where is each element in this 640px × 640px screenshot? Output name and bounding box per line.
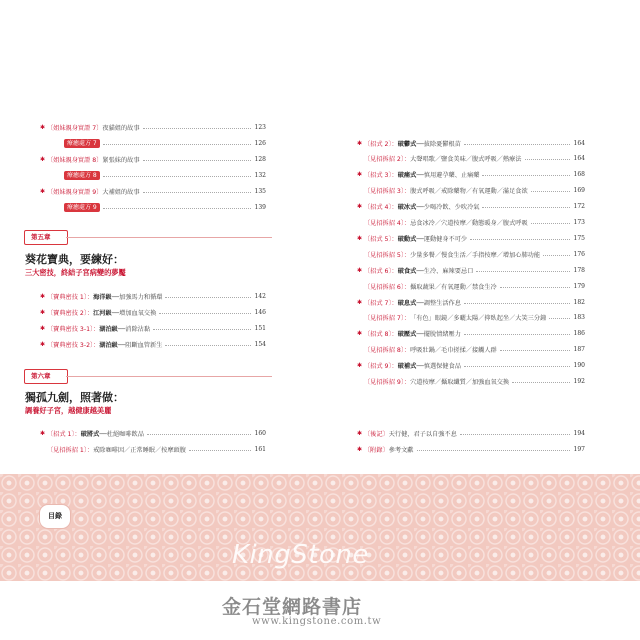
entry-tag: 〔見招拆招 7〕： — [364, 315, 411, 323]
entry-text: ──慎選保健食品 — [416, 363, 461, 371]
entry-tag: 〔寶典密技 3-1〕： — [47, 325, 100, 333]
toc-entry — [364, 313, 585, 323]
entry-text: 少量多餐／慢食生活／手指按摩／增加心肺功能 — [410, 251, 541, 259]
entry-text: ──擺脫情緒壓力 — [416, 331, 461, 339]
page-number: 164 — [573, 139, 585, 147]
toc-entry — [357, 361, 585, 371]
page-number: 126 — [254, 139, 266, 147]
page-number: 182 — [573, 298, 585, 306]
entry-text: ──生冷、麻辣要忌口 — [416, 267, 474, 275]
leader-dots — [417, 450, 571, 451]
star-icon: ✱ — [40, 155, 46, 163]
chapter-tag: 第五章 — [24, 230, 68, 245]
star-icon: ✱ — [357, 429, 363, 437]
entry-bold: 破壓式 — [397, 331, 417, 339]
entry-bold: 破鬱式 — [397, 140, 417, 148]
entry-text: ──少喝冷飲、少吹冷氣 — [416, 204, 480, 212]
toc-entry — [40, 291, 266, 301]
entry-tag: 〔招式 3〕： — [364, 172, 398, 180]
entry-bold: 破食式 — [397, 267, 417, 275]
watermark-site-name: 金石堂網路書店 — [222, 596, 363, 618]
leader-dots — [147, 434, 251, 435]
entry-text: 忌食冰冷／穴道按摩／動態暖身／腹式呼吸 — [410, 220, 528, 227]
star-icon: ✱ — [40, 340, 46, 348]
entry-text: ──加強馬力和循環 — [111, 293, 163, 301]
leader-dots — [103, 176, 251, 177]
page-number: 197 — [573, 445, 585, 453]
star-icon: ✱ — [357, 266, 363, 274]
leader-dots — [460, 434, 570, 435]
toc-entry — [364, 281, 585, 291]
entry-tag: 〔後記〕 — [364, 430, 389, 438]
leader-dots — [464, 334, 570, 335]
page-number: 194 — [573, 429, 585, 437]
entry-tag: 〔寶典密技 1〕： — [47, 293, 94, 301]
toc-entry — [40, 154, 266, 164]
entry-bold: 破冰式 — [397, 204, 417, 212]
entry-bold: 破補式 — [397, 363, 417, 371]
toc-entry — [357, 202, 585, 212]
entry-text: 天行健，君子以自強不息 — [388, 430, 457, 438]
toc-entry — [40, 323, 266, 333]
entry-tag: 〔見招拆招 9〕： — [364, 379, 411, 386]
toc-entry — [40, 428, 266, 438]
entry-tag: 〔姐妹親身實證 9〕 — [47, 188, 103, 196]
toc-entry — [357, 233, 585, 243]
star-icon: ✱ — [40, 308, 46, 316]
watermark-url: www.kingstone.com.tw — [252, 616, 382, 627]
page-number: 146 — [254, 308, 266, 316]
toc-entry — [357, 329, 585, 339]
entry-bold: 湖泊級 — [99, 325, 118, 333]
entry-text: 大聲唱歌／鹽食美味／腹式呼吸／熱療法 — [410, 156, 522, 164]
toc-entry — [40, 186, 266, 196]
leader-dots — [153, 329, 251, 330]
toc-entry — [357, 138, 585, 148]
leader-dots — [165, 345, 251, 346]
entry-text: 緊張妹的故事 — [102, 156, 140, 164]
entry-tag: 〔見招拆招 6〕： — [364, 283, 411, 291]
entry-text: ──調整生活作息 — [416, 299, 461, 307]
entry-tag: 〔寶典密技 3-2〕： — [47, 341, 100, 349]
page-number: 187 — [573, 346, 585, 354]
entry-tag: 〔附錄〕 — [364, 446, 389, 454]
entry-tag: 〔招式 2〕： — [364, 140, 398, 148]
leader-dots — [543, 255, 570, 256]
page-number: 169 — [573, 187, 585, 195]
leader-dots — [464, 303, 570, 304]
leader-dots — [143, 160, 251, 161]
chapter-tag: 第六章 — [24, 369, 68, 384]
leader-dots — [143, 128, 251, 129]
star-icon: ✱ — [357, 171, 363, 179]
entry-text: 「有色」眼鏡／多曬太陽／抑臥起坐／大笑三分鐘 — [410, 315, 547, 323]
page-number: 128 — [254, 155, 266, 163]
star-icon: ✱ — [357, 445, 363, 453]
page-number: 164 — [573, 155, 585, 163]
toc-entry — [364, 218, 585, 228]
star-icon: ✱ — [40, 429, 46, 437]
toc-entry — [364, 249, 585, 259]
page-number: 139 — [254, 203, 266, 211]
star-icon: ✱ — [357, 203, 363, 211]
entry-bold: 破息式 — [397, 299, 417, 307]
star-icon: ✱ — [357, 362, 363, 370]
chapter-title: 獨孤九劍，照著做： — [25, 391, 124, 404]
entry-text: ──運動健身不可少 — [416, 235, 468, 243]
leader-dots — [189, 450, 251, 451]
entry-text: 呼吸壯鍋／毛巾搓揉／接觸人群 — [410, 347, 497, 355]
leader-dots — [549, 318, 570, 319]
entry-tag: 〔見招拆招 2〕： — [364, 156, 411, 164]
page-number: 179 — [573, 282, 585, 290]
leader-dots — [165, 297, 251, 298]
star-icon: ✱ — [40, 292, 46, 300]
entry-tag: 〔見招拆招 4〕： — [364, 220, 411, 227]
entry-tag: 〔招式 5〕： — [364, 235, 398, 243]
page-number: 142 — [254, 292, 266, 300]
page-number: 135 — [254, 187, 266, 195]
page-number: 168 — [573, 171, 585, 179]
entry-text: ──慎用避孕藥、止痛藥 — [416, 172, 480, 180]
entry-bold: 破動式 — [397, 235, 417, 243]
leader-dots — [531, 223, 570, 224]
page-number: 178 — [573, 266, 585, 274]
page-number: 172 — [573, 203, 585, 211]
entry-text: ──消除沾黏 — [117, 325, 151, 333]
star-icon: ✱ — [357, 298, 363, 306]
leader-dots — [525, 159, 571, 160]
toc-entry — [357, 265, 585, 275]
star-icon: ✱ — [40, 187, 46, 195]
entry-tag: 〔招式 6〕： — [364, 267, 398, 275]
star-icon: ✱ — [40, 324, 46, 332]
page-number: 183 — [573, 314, 585, 322]
toc-entry — [357, 170, 585, 180]
entry-bold: 破痛式 — [397, 172, 417, 180]
toc-entry — [364, 186, 585, 196]
toc-entry — [40, 339, 266, 349]
remedy-pill: 療癒處方 8 — [64, 171, 100, 180]
leader-dots — [476, 271, 570, 272]
page-number: 175 — [573, 234, 585, 242]
remedy-pill: 療癒處方 7 — [64, 139, 100, 148]
toc-entry — [64, 202, 266, 212]
page-number: 192 — [573, 378, 585, 385]
page-number: 173 — [573, 219, 585, 226]
toc-entry — [47, 444, 266, 454]
entry-text: ──阻斷血管新生 — [117, 341, 163, 349]
star-icon: ✱ — [357, 139, 363, 147]
toc-entry — [357, 428, 585, 438]
star-icon: ✱ — [357, 330, 363, 338]
entry-bold: 湖泊級 — [99, 341, 118, 349]
entry-text: ──杜絕咖啡飲品 — [99, 430, 144, 438]
toc-entry — [40, 307, 266, 317]
leader-dots — [464, 366, 570, 367]
entry-tag: 〔見招拆招 3〕： — [364, 188, 411, 196]
leader-dots — [143, 192, 251, 193]
leader-dots — [500, 350, 570, 351]
toc-entry — [364, 345, 585, 355]
leader-dots — [500, 287, 570, 288]
star-icon: ✱ — [40, 123, 46, 131]
entry-tag: 〔招式 7〕： — [364, 299, 398, 307]
leader-dots — [531, 191, 570, 192]
chapter-title: 葵花寶典，要練好： — [25, 253, 124, 266]
toc-label-badge: 目錄 — [40, 505, 70, 528]
chapter-subtitle: 調養好子宮，越健康越美麗 — [25, 406, 112, 415]
toc-entry — [357, 444, 585, 454]
toc-entry — [64, 138, 266, 148]
entry-text: 夜貓姐的故事 — [102, 124, 140, 132]
entry-tag: 〔見招拆招 5〕： — [364, 251, 411, 259]
chapter-subtitle: 三大密技，終結子宮病變的夢魘 — [25, 268, 126, 277]
page-number: 160 — [254, 429, 266, 437]
entry-text: 穴道按摩／攝取纖質／加強血氧交換 — [410, 379, 510, 386]
toc-entry — [364, 154, 585, 164]
page-number: 186 — [573, 330, 585, 338]
page-number: 151 — [254, 324, 266, 332]
page-number: 176 — [573, 250, 585, 258]
entry-text: ──增加血氧交換 — [111, 309, 157, 317]
page-number: 123 — [254, 123, 266, 131]
star-icon: ✱ — [357, 234, 363, 242]
toc-entry — [364, 377, 585, 387]
entry-tag: 〔招式 4〕： — [364, 204, 398, 212]
entry-bold: 海洋級 — [93, 293, 112, 301]
entry-tag: 〔姐妹親身實證 7〕 — [47, 124, 103, 132]
entry-tag: 〔寶典密技 2〕： — [47, 309, 94, 317]
toc-entry — [357, 297, 585, 307]
entry-tag: 〔招式 9〕： — [364, 363, 398, 371]
watermark-logo: KingStone — [232, 540, 369, 570]
remedy-pill: 療癒處方 9 — [64, 203, 100, 212]
chapter-divider — [66, 376, 272, 377]
entry-tag: 〔招式 1〕： — [47, 430, 81, 438]
page-number: 154 — [254, 340, 266, 348]
leader-dots — [482, 175, 570, 176]
entry-bold: 江河級 — [93, 309, 112, 317]
leader-dots — [482, 207, 570, 208]
leader-dots — [464, 144, 570, 145]
leader-dots — [103, 144, 251, 145]
entry-text: 參考文獻 — [388, 446, 414, 454]
entry-text: 戒除咖啡因／正常睡眠／按摩頭腹 — [93, 446, 186, 454]
entry-tag: 〔招式 8〕： — [364, 331, 398, 339]
entry-text: 大補姐的故事 — [102, 188, 140, 196]
leader-dots — [470, 239, 570, 240]
toc-entry — [64, 170, 266, 180]
chapter-divider — [66, 237, 272, 238]
page-number: 190 — [573, 362, 585, 370]
entry-text: 攝取蔬果／有氧運動／禁食生冷 — [410, 283, 497, 291]
page-number: 132 — [254, 171, 266, 179]
leader-dots — [512, 382, 570, 383]
toc-entry — [40, 122, 266, 132]
entry-tag: 〔姐妹親身實證 8〕 — [47, 156, 103, 164]
entry-bold: 破將式 — [80, 430, 100, 438]
entry-tag: 〔見招拆招 8〕： — [364, 347, 411, 355]
leader-dots — [159, 313, 251, 314]
entry-tag: 〔見招拆招 1〕： — [47, 446, 94, 454]
entry-text: ──拔除憂鬱根苗 — [416, 140, 461, 148]
leader-dots — [103, 208, 251, 209]
page-number: 161 — [254, 445, 266, 453]
entry-text: 腹式呼吸／戒除藥物／有氧運動／滿足食欲 — [410, 188, 528, 196]
